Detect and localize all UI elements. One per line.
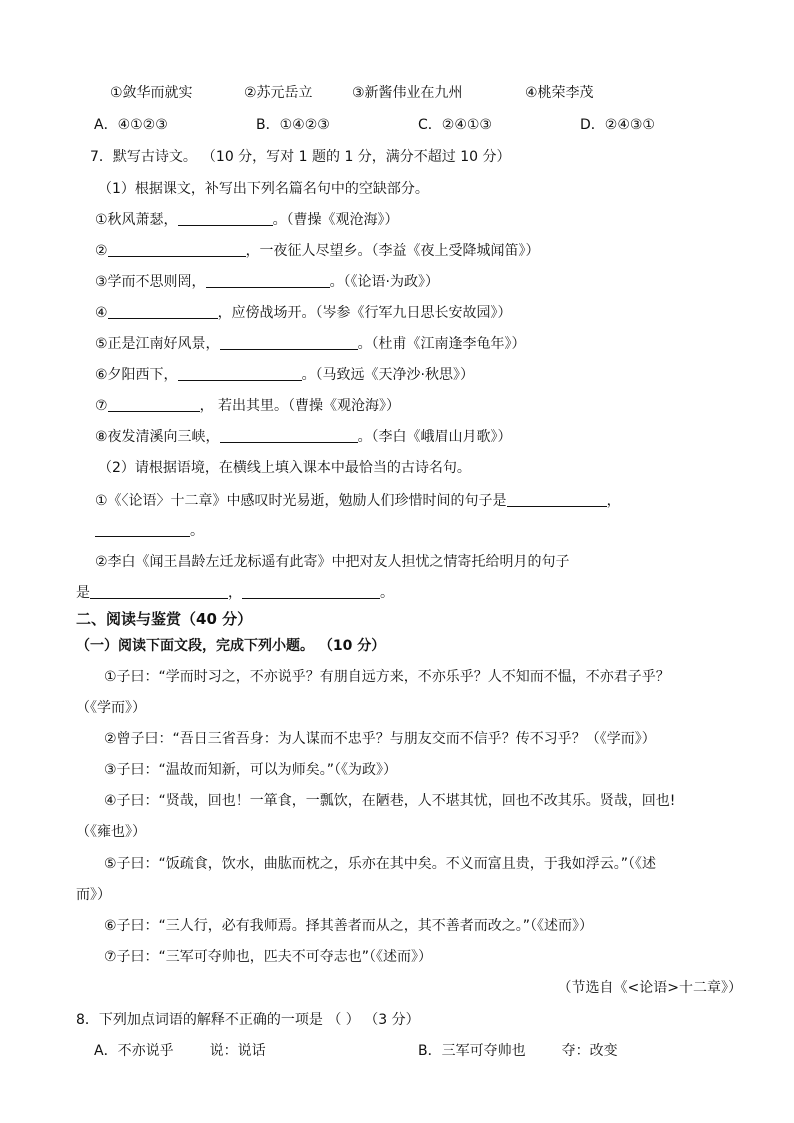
q7-context-2-cont [76,584,394,602]
fill-blank[interactable] [95,522,190,537]
q7-score: （10 分，写对 1 题的 1 分，满分不超过 10 分） [208,149,511,165]
line-post: 。（杜甫《江南逢李龟年》） [357,336,526,352]
q7-line-2 [95,242,540,260]
context-text: 是 [76,585,90,601]
fill-blank[interactable] [220,428,358,443]
fill-blank[interactable] [108,397,200,412]
fill-blank[interactable] [178,211,273,226]
q7-context-1 [95,492,621,510]
context-comma: ， [228,585,242,601]
option-item-3: ③新酱伟业在九州 [352,85,463,101]
answer-c: C．②④①③ [418,117,492,133]
option-word: B．三军可夺帅也 [418,1043,526,1059]
q7-title-text: 7．默写古诗文。 [90,149,197,165]
answer-d: D．②④③① [580,117,655,133]
line-pre: ⑦ [95,398,108,414]
line-post: 。（李白《峨眉山月歌》） [357,429,512,445]
option-item-2: ②苏元岳立 [244,85,313,101]
passage-line: ⑦子曰：“三军可夺帅也，匹夫不可夺志也”（《述而》） [104,949,433,965]
q7-part1: （1）根据课文，补写出下列名篇名句中的空缺部分。 [98,181,429,197]
option-item-4: ④桃荣李茂 [525,85,594,101]
line-post: ，一夜征人尽望乡。（李益《夜上受降城闻笛》） [245,243,540,259]
context-end: 。 [380,585,394,601]
line-post: 。（曹操《观沧海》） [272,212,399,228]
option-meaning: 夺：改变 [561,1043,618,1059]
option-meaning: 说：说话 [209,1043,266,1059]
passage-line: 而》） [76,887,111,903]
line-post: 。（马致远《天净沙·秋思》） [301,367,475,383]
q7-line-4 [95,304,512,322]
passage-line: ①子曰：“学而时习之，不亦说乎？有朋自远方来，不亦乐乎？人不知而不愠，不亦君子乎？ [104,669,670,685]
fill-blank[interactable] [507,492,607,507]
q7-line-8 [95,428,512,446]
option-word: A．不亦说乎 [94,1043,174,1059]
answer-b: B．①④②③ [256,117,330,133]
fill-blank[interactable] [206,273,330,288]
context-end: 。 [190,523,204,539]
passage-line: ③子曰：“温故而知新，可以为师矣。”（《为政》） [104,762,398,778]
passage-line: （《学而》） [76,700,146,716]
q8-option-a [94,1042,266,1060]
fill-blank[interactable] [108,304,218,319]
line-pre: ⑥夕阳西下， [95,367,178,383]
q8-title: 8．下列加点词语的解释不正确的一项是 （ ） （3 分） [76,1012,420,1028]
q8-option-b [418,1042,618,1060]
line-post: 。（《论语·为政》） [329,274,440,290]
q7-title [90,148,511,166]
passage-line: ⑤子曰：“饭疏食，饮水，曲肱而枕之，乐亦在其中矣。不义而富且贵，于我如浮云。”（《述 [104,856,657,872]
answer-a: A．④①②③ [94,117,168,133]
q7-line-5 [95,335,526,353]
passage-source: （节选自《<论语>十二章》） [557,980,742,996]
q7-line-3 [95,273,439,291]
fill-blank[interactable] [242,584,380,599]
q7-line-7 [95,397,400,415]
section-title: 二、阅读与鉴赏（40 分） [76,610,253,628]
context-comma: ， [606,493,621,509]
passage-line: ⑥子曰：“三人行，必有我师焉。择其善者而从之，其不善者而改之。”（《述而》） [104,918,594,934]
line-pre: ⑤正是江南好风景， [95,336,220,352]
line-post: ，应傍战场开。（岑参《行军九日思长安故园》） [217,305,512,321]
fill-blank[interactable] [108,242,246,257]
q7-context-2: ②李白《闻王昌龄左迁龙标遥有此寄》中把对友人担忧之情寄托给明月的句子 [95,554,570,570]
line-post: ， 若出其里。（曹操《观沧海》） [199,398,401,414]
passage-line: ④子曰：“贤哉，回也！一箪食，一瓢饮，在陋巷，人不堪其忧，回也不改其乐。贤哉，回也! [104,793,676,809]
q7-part2: （2）请根据语境，在横线上填入课本中最恰当的古诗名句。 [98,460,471,476]
q7-line-6 [95,366,474,384]
passage-line: （《雍也》） [76,824,146,840]
fill-blank[interactable] [220,335,358,350]
fill-blank[interactable] [90,584,228,599]
context-text: ①《〈论语〉十二章》中感叹时光易逝，勉励人们珍惜时间的句子是 [95,493,507,509]
line-pre: ①秋风萧瑟， [95,212,178,228]
q7-context-1-cont [95,522,204,540]
line-pre: ⑧夜发清溪向三峡， [95,429,220,445]
line-pre: ② [95,243,108,259]
option-item-1: ①敛华而就实 [110,85,193,101]
passage-line: ②曾子曰：“吾日三省吾身：为人谋而不忠乎？与朋友交而不信乎？传不习乎？（《学而》） [104,731,656,747]
fill-blank[interactable] [178,366,302,381]
q7-line-1 [95,211,399,229]
line-pre: ③学而不思则罔， [95,274,206,290]
subsection-title: （一）阅读下面文段，完成下列小题。 （10 分） [76,638,386,654]
line-pre: ④ [95,305,108,321]
